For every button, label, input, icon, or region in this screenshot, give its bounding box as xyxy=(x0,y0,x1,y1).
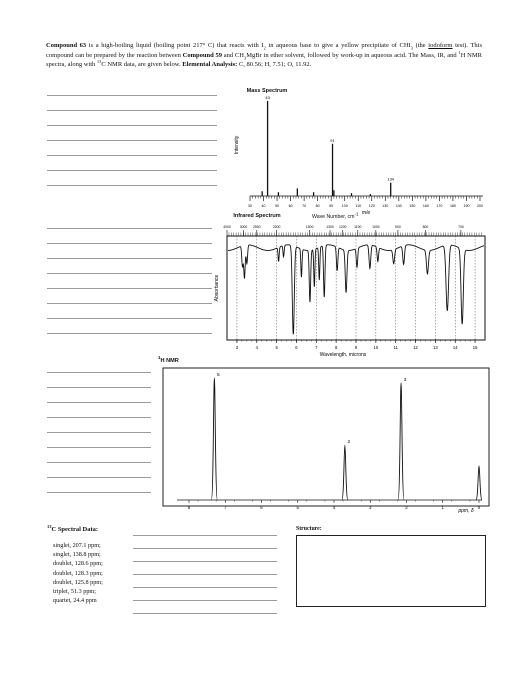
ir-tick-label: 12 xyxy=(413,345,418,350)
intro-text: MgBr in ether solvent, followed by work-up in aqueous acid. The Mass, IR, and xyxy=(246,51,459,59)
answer-line[interactable] xyxy=(47,477,151,478)
ir-tick-label: 4 xyxy=(255,345,258,350)
ir-tick-label: 11 xyxy=(393,345,398,350)
intro-text: is a high-boiling liquid (boiling point 217 xyxy=(86,42,203,49)
mass-tick-label: 130 xyxy=(382,204,389,208)
ir-top-tick-label: 1500 xyxy=(305,225,314,229)
c13-line: doublet, 128.3 ppm; xyxy=(53,569,103,577)
ir-tick-label: 14 xyxy=(452,345,458,350)
answer-line[interactable] xyxy=(47,447,151,448)
intro-text: H NMR spectra, along with xyxy=(46,51,482,69)
answer-line[interactable] xyxy=(47,303,212,304)
answer-line[interactable] xyxy=(47,170,217,171)
c13-title-text: C Spectral Data: xyxy=(51,526,99,533)
mass-tick-label: 50 xyxy=(275,204,280,208)
ir-top-tick-label: 1300 xyxy=(326,225,334,229)
mass-tick-label: 170 xyxy=(436,204,443,208)
ir-top-tick-label: 4000 xyxy=(223,225,231,229)
nmr-integration-label: 5 xyxy=(217,373,220,378)
mass-peak-label: 43 xyxy=(265,95,270,100)
superscript: 1 xyxy=(458,49,461,55)
nmr-peak xyxy=(211,378,217,500)
mass-tick-label: 30 xyxy=(248,204,252,208)
ir-tick-label: 3 xyxy=(235,345,239,350)
nmr-tick-label: 8 xyxy=(187,505,191,510)
ir-tick-label: 15 xyxy=(472,345,478,350)
ir-top-tick-label: 900 xyxy=(395,225,401,229)
ir-spectrum-chart xyxy=(213,220,493,358)
answer-line[interactable] xyxy=(133,587,277,588)
ir-xlabel: Wavelength, microns xyxy=(319,352,367,358)
answer-line[interactable] xyxy=(133,535,277,536)
answer-line[interactable] xyxy=(47,333,212,334)
mass-tick-label: 140 xyxy=(395,204,402,208)
nmr-peak xyxy=(398,383,404,500)
subscript: 3 xyxy=(243,54,247,60)
c13-line: singlet, 138.8 ppm; xyxy=(53,551,101,559)
compound-63-label: Compound 63 xyxy=(46,42,87,49)
mass-spectrum-title: Mass Spectrum xyxy=(246,88,288,94)
ir-top-tick-label: 800 xyxy=(422,225,429,229)
answer-line[interactable] xyxy=(47,273,212,274)
answer-line[interactable] xyxy=(47,492,151,493)
answer-line[interactable] xyxy=(133,600,277,601)
mass-tick-label: 100 xyxy=(341,204,348,208)
nmr-tick-label: 5 xyxy=(296,505,299,510)
c13-title xyxy=(47,523,99,533)
mass-tick-label: 90 xyxy=(329,204,334,208)
mass-tick-label: 200 xyxy=(477,204,483,208)
ir-ylabel: Absorbance xyxy=(214,274,220,302)
ir-tick-label: 5 xyxy=(275,345,278,350)
intro-text: (the xyxy=(412,42,429,49)
intro-text: C NMR data, are given below. xyxy=(101,61,183,69)
answer-line[interactable] xyxy=(47,402,151,403)
mass-tick-label: 70 xyxy=(302,204,307,208)
answer-line[interactable] xyxy=(47,417,151,418)
answer-line[interactable] xyxy=(47,243,212,244)
nmr-peak xyxy=(342,445,348,500)
nmr-integration-label: 3 xyxy=(403,377,407,383)
mass-peak-label: 134 xyxy=(387,176,395,182)
ir-spectrum-title: Infrared Spectrum xyxy=(233,213,281,219)
answer-line[interactable] xyxy=(133,574,277,575)
nmr-tick-label: 0 xyxy=(477,505,481,510)
mass-tick-label: 160 xyxy=(422,204,429,208)
c13-line: doublet, 125.8 ppm; xyxy=(53,578,103,586)
answer-line[interactable] xyxy=(47,387,151,388)
nmr-tick-label: 3 xyxy=(369,505,372,510)
answer-line[interactable] xyxy=(47,318,212,319)
mass-tick-label: 150 xyxy=(409,204,416,208)
ir-tick-label: 7 xyxy=(315,345,318,350)
elemental-analysis-values: C, 80.56; H, 7.51; O, 11.92. xyxy=(237,61,312,69)
mass-tick-label: 40 xyxy=(261,204,266,208)
subscript: 3 xyxy=(410,45,413,51)
mass-ylabel: Intensity xyxy=(234,135,240,155)
answer-line[interactable] xyxy=(47,288,212,289)
mass-tick-label: 60 xyxy=(288,204,293,208)
nmr-tick-label: 6 xyxy=(260,505,263,510)
intro-text: test). This compound can be prepared by the reaction between xyxy=(46,42,482,59)
intro-text: in aqueous base to give a yellow precipitate of CHI xyxy=(265,42,411,49)
c13-line: quartet, 24.4 ppm xyxy=(53,597,97,605)
answer-line[interactable] xyxy=(47,125,217,126)
c13-line: triplet, 51.3 ppm; xyxy=(53,588,96,596)
answer-line[interactable] xyxy=(47,228,212,229)
iodoform-term: iodoform xyxy=(428,42,453,49)
mass-tick-label: 80 xyxy=(315,204,320,208)
answer-line[interactable] xyxy=(133,548,277,549)
c13-line: doublet, 128.6 ppm; xyxy=(53,560,103,568)
answer-line[interactable] xyxy=(133,561,277,562)
compound-59-label: Compound 59 xyxy=(182,51,222,59)
problem-statement xyxy=(46,41,482,70)
degree-symbol: ° xyxy=(202,42,206,49)
nmr-peak xyxy=(476,466,482,500)
ir-top-tick-label: 1200 xyxy=(338,225,347,229)
nmr-tick-label: 2 xyxy=(405,505,408,510)
nmr-ticks xyxy=(188,500,481,510)
nmr-tick-label: 7 xyxy=(224,505,227,510)
mass-tick-label: 120 xyxy=(368,204,375,208)
intro-text: C) that reacts with I xyxy=(205,42,264,49)
mass-tick-label: 190 xyxy=(463,204,470,208)
ir-top-tick-label: 3000 xyxy=(239,225,248,229)
mass-xlabel: m/e xyxy=(361,210,371,215)
ir-top-ticks xyxy=(223,225,481,236)
wavenumber-label: Wave Number, cm xyxy=(312,214,355,220)
ir-bottom-ticks xyxy=(236,340,478,350)
mass-spectrum-chart xyxy=(225,95,490,215)
subscript: 2 xyxy=(263,45,266,51)
superscript: -1 xyxy=(354,211,359,217)
superscript: 13 xyxy=(47,523,52,529)
superscript: 1 xyxy=(158,355,161,361)
ir-tick-label: 6 xyxy=(295,345,298,350)
mass-tick-label: 180 xyxy=(449,204,456,208)
answer-line[interactable] xyxy=(47,372,151,373)
ir-tick-label: 10 xyxy=(373,345,379,350)
c13-data-list xyxy=(53,541,103,605)
nmr-xlabel: ppm, δ xyxy=(458,508,474,514)
mass-peaks xyxy=(262,95,395,196)
mass-peak-label: 91 xyxy=(330,137,335,143)
nmr-tick-label: 1 xyxy=(441,505,444,510)
answer-line[interactable] xyxy=(47,95,217,96)
answer-line[interactable] xyxy=(133,613,277,614)
mass-ticks xyxy=(248,196,483,208)
c13-line: singlet, 207.1 ppm; xyxy=(53,542,101,549)
structure-answer-box[interactable] xyxy=(296,535,486,607)
ir-top-tick-label: 1100 xyxy=(354,225,362,229)
ir-tick-label: 8 xyxy=(334,345,338,350)
answer-line[interactable] xyxy=(47,140,217,141)
ir-top-tick-label: 1000 xyxy=(372,225,380,229)
mass-tick-label: 110 xyxy=(355,204,362,208)
nmr-integration-label: 2 xyxy=(347,440,351,446)
ir-tick-label: 9 xyxy=(354,345,358,350)
superscript: 13 xyxy=(96,59,102,65)
ir-top-tick-label: 700 xyxy=(458,225,464,229)
elemental-analysis-label: Elemental Analysis: xyxy=(182,61,238,69)
answer-line[interactable] xyxy=(47,258,212,259)
h-nmr-title-text: H NMR xyxy=(160,358,179,364)
ir-tick-label: 13 xyxy=(433,345,438,350)
nmr-tick-label: 4 xyxy=(332,505,336,510)
intro-text: and CH xyxy=(221,51,244,59)
ir-top-tick-label: 2500 xyxy=(252,225,261,229)
nmr-frame xyxy=(163,368,489,506)
answer-line[interactable] xyxy=(47,432,151,433)
answer-line[interactable] xyxy=(47,462,151,463)
structure-title: Structure: xyxy=(296,526,322,532)
answer-line[interactable] xyxy=(47,110,217,111)
nmr-peaks xyxy=(211,372,482,500)
answer-line[interactable] xyxy=(47,155,217,156)
h-nmr-chart xyxy=(162,364,493,520)
answer-line[interactable] xyxy=(47,185,217,186)
ir-top-tick-label: 2000 xyxy=(272,225,281,229)
